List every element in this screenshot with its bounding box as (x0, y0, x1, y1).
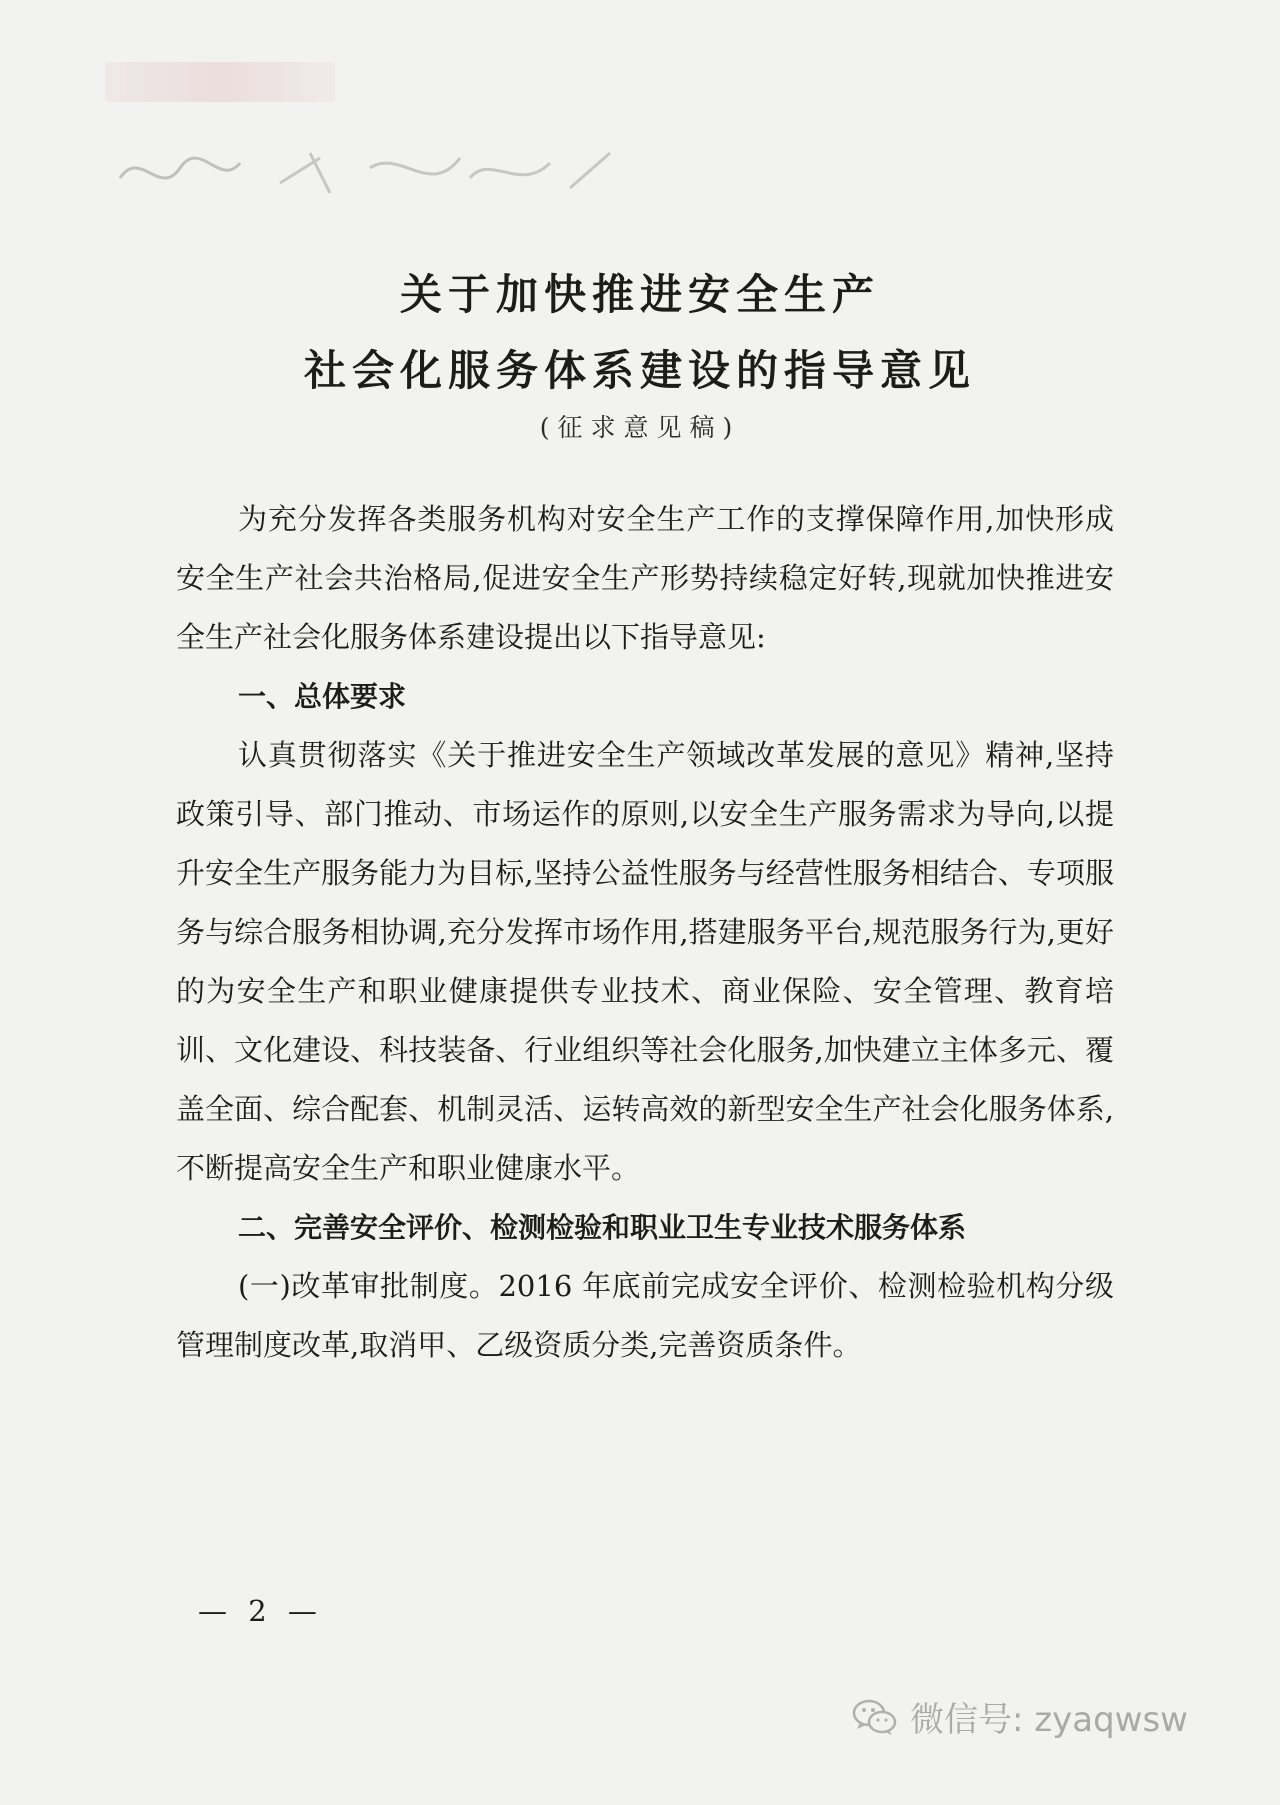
handwritten-note (110, 138, 630, 208)
wechat-watermark (852, 1692, 1188, 1741)
page-number: — 2 — (198, 1594, 323, 1628)
document-title-line-1: 关于加快推进安全生产 (399, 270, 880, 319)
wechat-id-text: 微信号: zyaqwsw (910, 1700, 1188, 1740)
section-1-heading: 一、总体要求 (238, 680, 407, 713)
wechat-icon (852, 1697, 898, 1737)
section-1-paragraph: 认真贯彻落实《关于推进安全生产领域改革发展的意见》精神,坚持政策引导、部门推动、市场运作的原则,以安全生产服务需求为导向,以提升安全生产服务能力为目标,坚持公益性服务与经营性服务相结合、专项服务与综合服务相协调,充分发挥市场作用,搭建服务平台,规范服务行为,更好的为安全生产和职业健康提供专业技术、商业保险、安全管理、教育培训、文化建设、科技装备、行业组织等社会化服务,加快建立主体多元、覆盖全面、综合配套、机制灵活、运转高效的新型安全生产社会化服务体系,不断提高安全生产和职业健康水平。 (176, 738, 1114, 1185)
faint-stamp (105, 62, 335, 102)
intro-paragraph: 为充分发挥各类服务机构对安全生产工作的支撑保障作用,加快形成安全生产社会共治格局,促进安全生产形势持续稳定好转,现就加快推进安全生产社会化服务体系建设提出以下指导意见: (176, 502, 1114, 654)
document-subtitle: (征求意见稿) (539, 413, 741, 442)
item-1-paragraph: (一)改革审批制度。2016 年底前完成安全评价、检测检验机构分级管理制度改革,取消甲、乙级资质分类,完善资质条件。 (176, 1269, 1114, 1362)
document-body (176, 490, 1114, 1375)
document-title-line-2: 社会化服务体系建设的指导意见 (303, 346, 976, 395)
section-2-heading: 二、完善安全评价、检测检验和职业卫生专业技术服务体系 (238, 1211, 967, 1244)
